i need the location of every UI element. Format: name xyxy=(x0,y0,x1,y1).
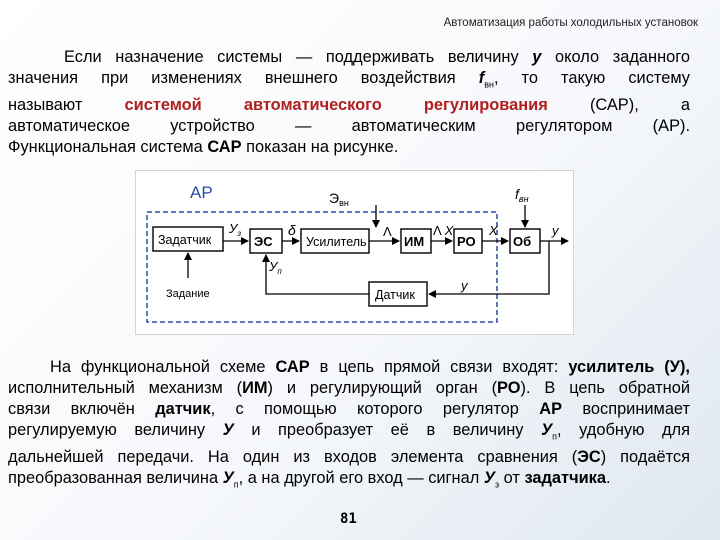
e-vn-label: $Э_{вн}$ xyxy=(329,190,349,208)
ar-label: АР xyxy=(190,183,213,202)
y-out-label: у xyxy=(552,223,559,238)
intro-line-4: автоматическое устройство — автоматическим регулятором (АР). xyxy=(8,117,691,136)
page-number: 81 xyxy=(340,511,357,527)
expl-line-3: связи включён датчик, с помощью которого регулятор АР воспринимает xyxy=(8,400,691,418)
expl-line-6: преобразованная величина $У_п$, а на другой его вход — сигнал $У_з$ от задатчика. xyxy=(8,469,611,490)
lambda-x-label: Λ Х xyxy=(433,223,454,238)
diagram-svg xyxy=(136,171,573,334)
intro-line-3: называют системой автоматического регулирования (САР), а xyxy=(8,96,691,115)
es-label: ЭС xyxy=(254,234,273,249)
intro-line-1: Если назначение системы — поддерживать величину у около заданного xyxy=(64,48,690,66)
u-p-label: $У_п$ xyxy=(269,259,282,276)
intro-line-2: значения при изменениях внешнего воздействия $f_{вн}$, то такую систему xyxy=(8,69,690,90)
im-label: ИМ xyxy=(404,234,425,249)
u-z-label: $У_з$ xyxy=(229,221,242,238)
zadatchik-label: Задатчик xyxy=(158,233,212,247)
expl-line-4: регулируемую величину У и преобразует её в величину $У_п$, удобную для xyxy=(8,421,690,442)
zadanie-label: Задание xyxy=(166,288,210,300)
expl-line-1: На функциональной схеме САР в цепь прямой связи входят: усилитель (У), xyxy=(50,358,690,376)
expl-line-5: дальнейшей передачи. На один из входов элемента сравнения (ЭС) подаётся xyxy=(8,448,690,467)
term-sar: системой автоматического регулирования xyxy=(124,96,548,115)
intro-paragraph xyxy=(8,47,690,158)
usilitel-label: Усилитель xyxy=(306,235,367,249)
page-header: Автоматизация работы холодильных установок xyxy=(443,17,698,29)
ro-label: РО xyxy=(457,234,476,249)
datchik-label: Датчик xyxy=(375,288,415,302)
f-vn-label: $f_{вн}$ xyxy=(515,186,529,204)
explanation-paragraph xyxy=(8,357,690,496)
y-feedback-label: у xyxy=(461,278,468,293)
expl-line-2: исполнительный механизм (ИМ) и регулирующий орган (РО). В цепь обратной xyxy=(8,379,690,397)
x-label: Х xyxy=(489,223,498,238)
ob-label: Об xyxy=(513,234,532,249)
intro-line-5: Функциональная система САР показан на рисунке. xyxy=(8,138,399,157)
delta-label: δ xyxy=(288,222,296,238)
lambda-1-label: Λ xyxy=(383,224,392,239)
functional-diagram xyxy=(135,170,574,335)
